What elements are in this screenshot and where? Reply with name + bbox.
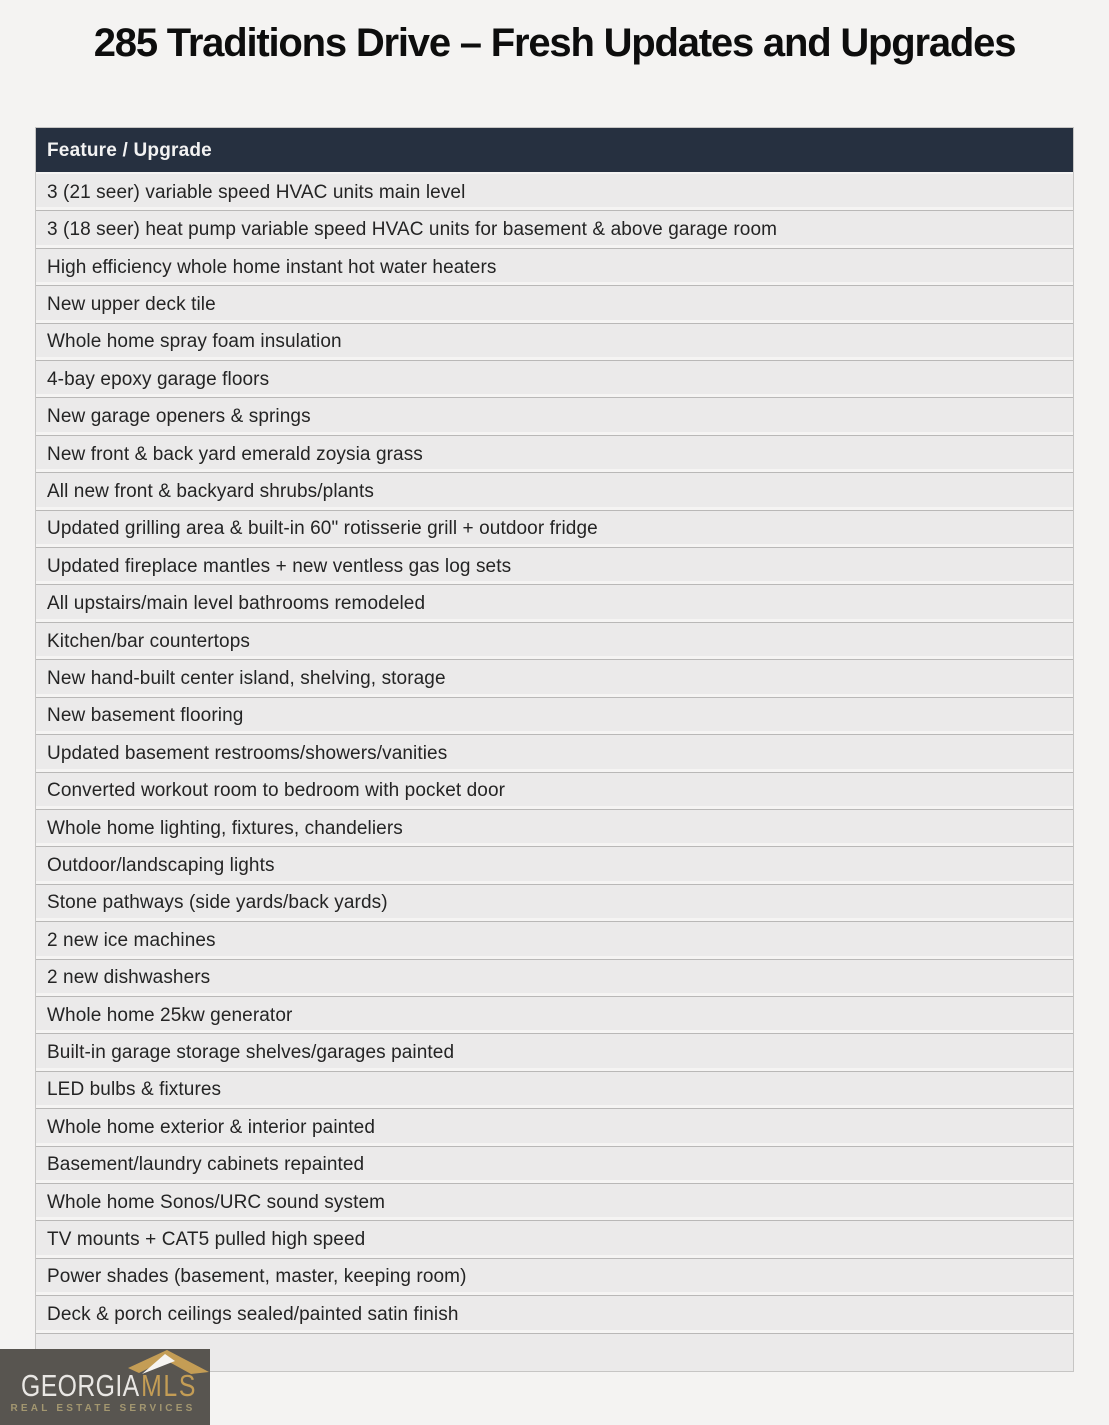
georgia-mls-logo: [0, 1349, 210, 1425]
row-text: Whole home spray foam insulation: [47, 331, 342, 353]
table-row: [36, 1147, 1073, 1184]
table-row: [36, 548, 1073, 585]
logo-text-georgia: GEORGIA: [21, 1368, 140, 1403]
table-row: [36, 922, 1073, 959]
table-row: [36, 885, 1073, 922]
table-row: [36, 585, 1073, 622]
row-text: New upper deck tile: [47, 293, 216, 315]
row-text: All new front & backyard shrubs/plants: [47, 480, 374, 502]
table-header-row: [36, 128, 1073, 174]
row-text: Power shades (basement, master, keeping room): [47, 1266, 467, 1288]
page-title: 285 Traditions Drive – Fresh Updates and Upgrades: [93, 21, 1016, 65]
table-row: [36, 174, 1073, 211]
table-row: [36, 847, 1073, 884]
table-row: [36, 398, 1073, 435]
table-row: [36, 1034, 1073, 1071]
upgrades-table: [35, 127, 1074, 1372]
row-text: Whole home 25kw generator: [47, 1004, 293, 1026]
row-text: TV mounts + CAT5 pulled high speed: [47, 1229, 366, 1251]
table-row: [36, 698, 1073, 735]
table-row: [36, 1296, 1073, 1333]
logo-wordmark: [21, 1370, 197, 1401]
row-text: Whole home exterior & interior painted: [47, 1116, 376, 1138]
table-row: [36, 249, 1073, 286]
row-text: Updated grilling area & built-in 60" rotisserie grill + outdoor fridge: [47, 518, 598, 540]
logo-text-mls: MLS: [141, 1368, 197, 1403]
table-row: [36, 660, 1073, 697]
row-text: Deck & porch ceilings sealed/painted satin finish: [47, 1303, 459, 1325]
logo-tagline: REAL ESTATE SERVICES: [10, 1403, 196, 1414]
row-text: New hand-built center island, shelving, storage: [47, 667, 446, 689]
row-text: 3 (18 seer) heat pump variable speed HVAC units for basement & above garage room: [47, 219, 778, 241]
row-text: 2 new dishwashers: [47, 967, 211, 989]
table-row: [36, 361, 1073, 398]
row-text: Updated fireplace mantles + new ventless gas log sets: [47, 555, 512, 577]
row-text: Kitchen/bar countertops: [47, 630, 250, 652]
table-row: [36, 473, 1073, 510]
row-text: LED bulbs & fixtures: [47, 1079, 222, 1101]
row-text: 3 (21 seer) variable speed HVAC units main level: [47, 181, 466, 203]
row-text: New basement flooring: [47, 705, 244, 727]
table-row: [36, 1221, 1073, 1258]
table-row: [36, 324, 1073, 361]
row-text: High efficiency whole home instant hot water heaters: [47, 256, 497, 278]
table-row: [36, 1072, 1073, 1109]
table-row: [36, 286, 1073, 323]
table-header-label: Feature / Upgrade: [47, 140, 212, 161]
row-text: New front & back yard emerald zoysia grass: [47, 443, 423, 465]
table-row: [36, 1109, 1073, 1146]
table-row: [36, 1184, 1073, 1221]
row-text: New garage openers & springs: [47, 406, 311, 428]
row-text: Whole home Sonos/URC sound system: [47, 1191, 386, 1213]
row-text: Built-in garage storage shelves/garages painted: [47, 1042, 455, 1064]
table-row: [36, 773, 1073, 810]
row-text: 2 new ice machines: [47, 929, 216, 951]
table-row: [36, 810, 1073, 847]
table-rows: [36, 174, 1073, 1371]
row-text: 4-bay epoxy garage floors: [47, 368, 270, 390]
table-row: [36, 1259, 1073, 1296]
table-row: [36, 436, 1073, 473]
row-text: Stone pathways (side yards/back yards): [47, 892, 388, 914]
row-text: Converted workout room to bedroom with pocket door: [47, 780, 506, 802]
table-row: [36, 997, 1073, 1034]
row-text: Whole home lighting, fixtures, chandeliers: [47, 817, 403, 839]
table-row: [36, 960, 1073, 997]
table-row: [36, 211, 1073, 248]
table-row: [36, 511, 1073, 548]
table-row: [36, 735, 1073, 772]
row-text: All upstairs/main level bathrooms remodeled: [47, 593, 426, 615]
row-text: Updated basement restrooms/showers/vanities: [47, 742, 448, 764]
row-text: Outdoor/landscaping lights: [47, 855, 275, 877]
row-text: Basement/laundry cabinets repainted: [47, 1154, 365, 1176]
table-row: [36, 623, 1073, 660]
